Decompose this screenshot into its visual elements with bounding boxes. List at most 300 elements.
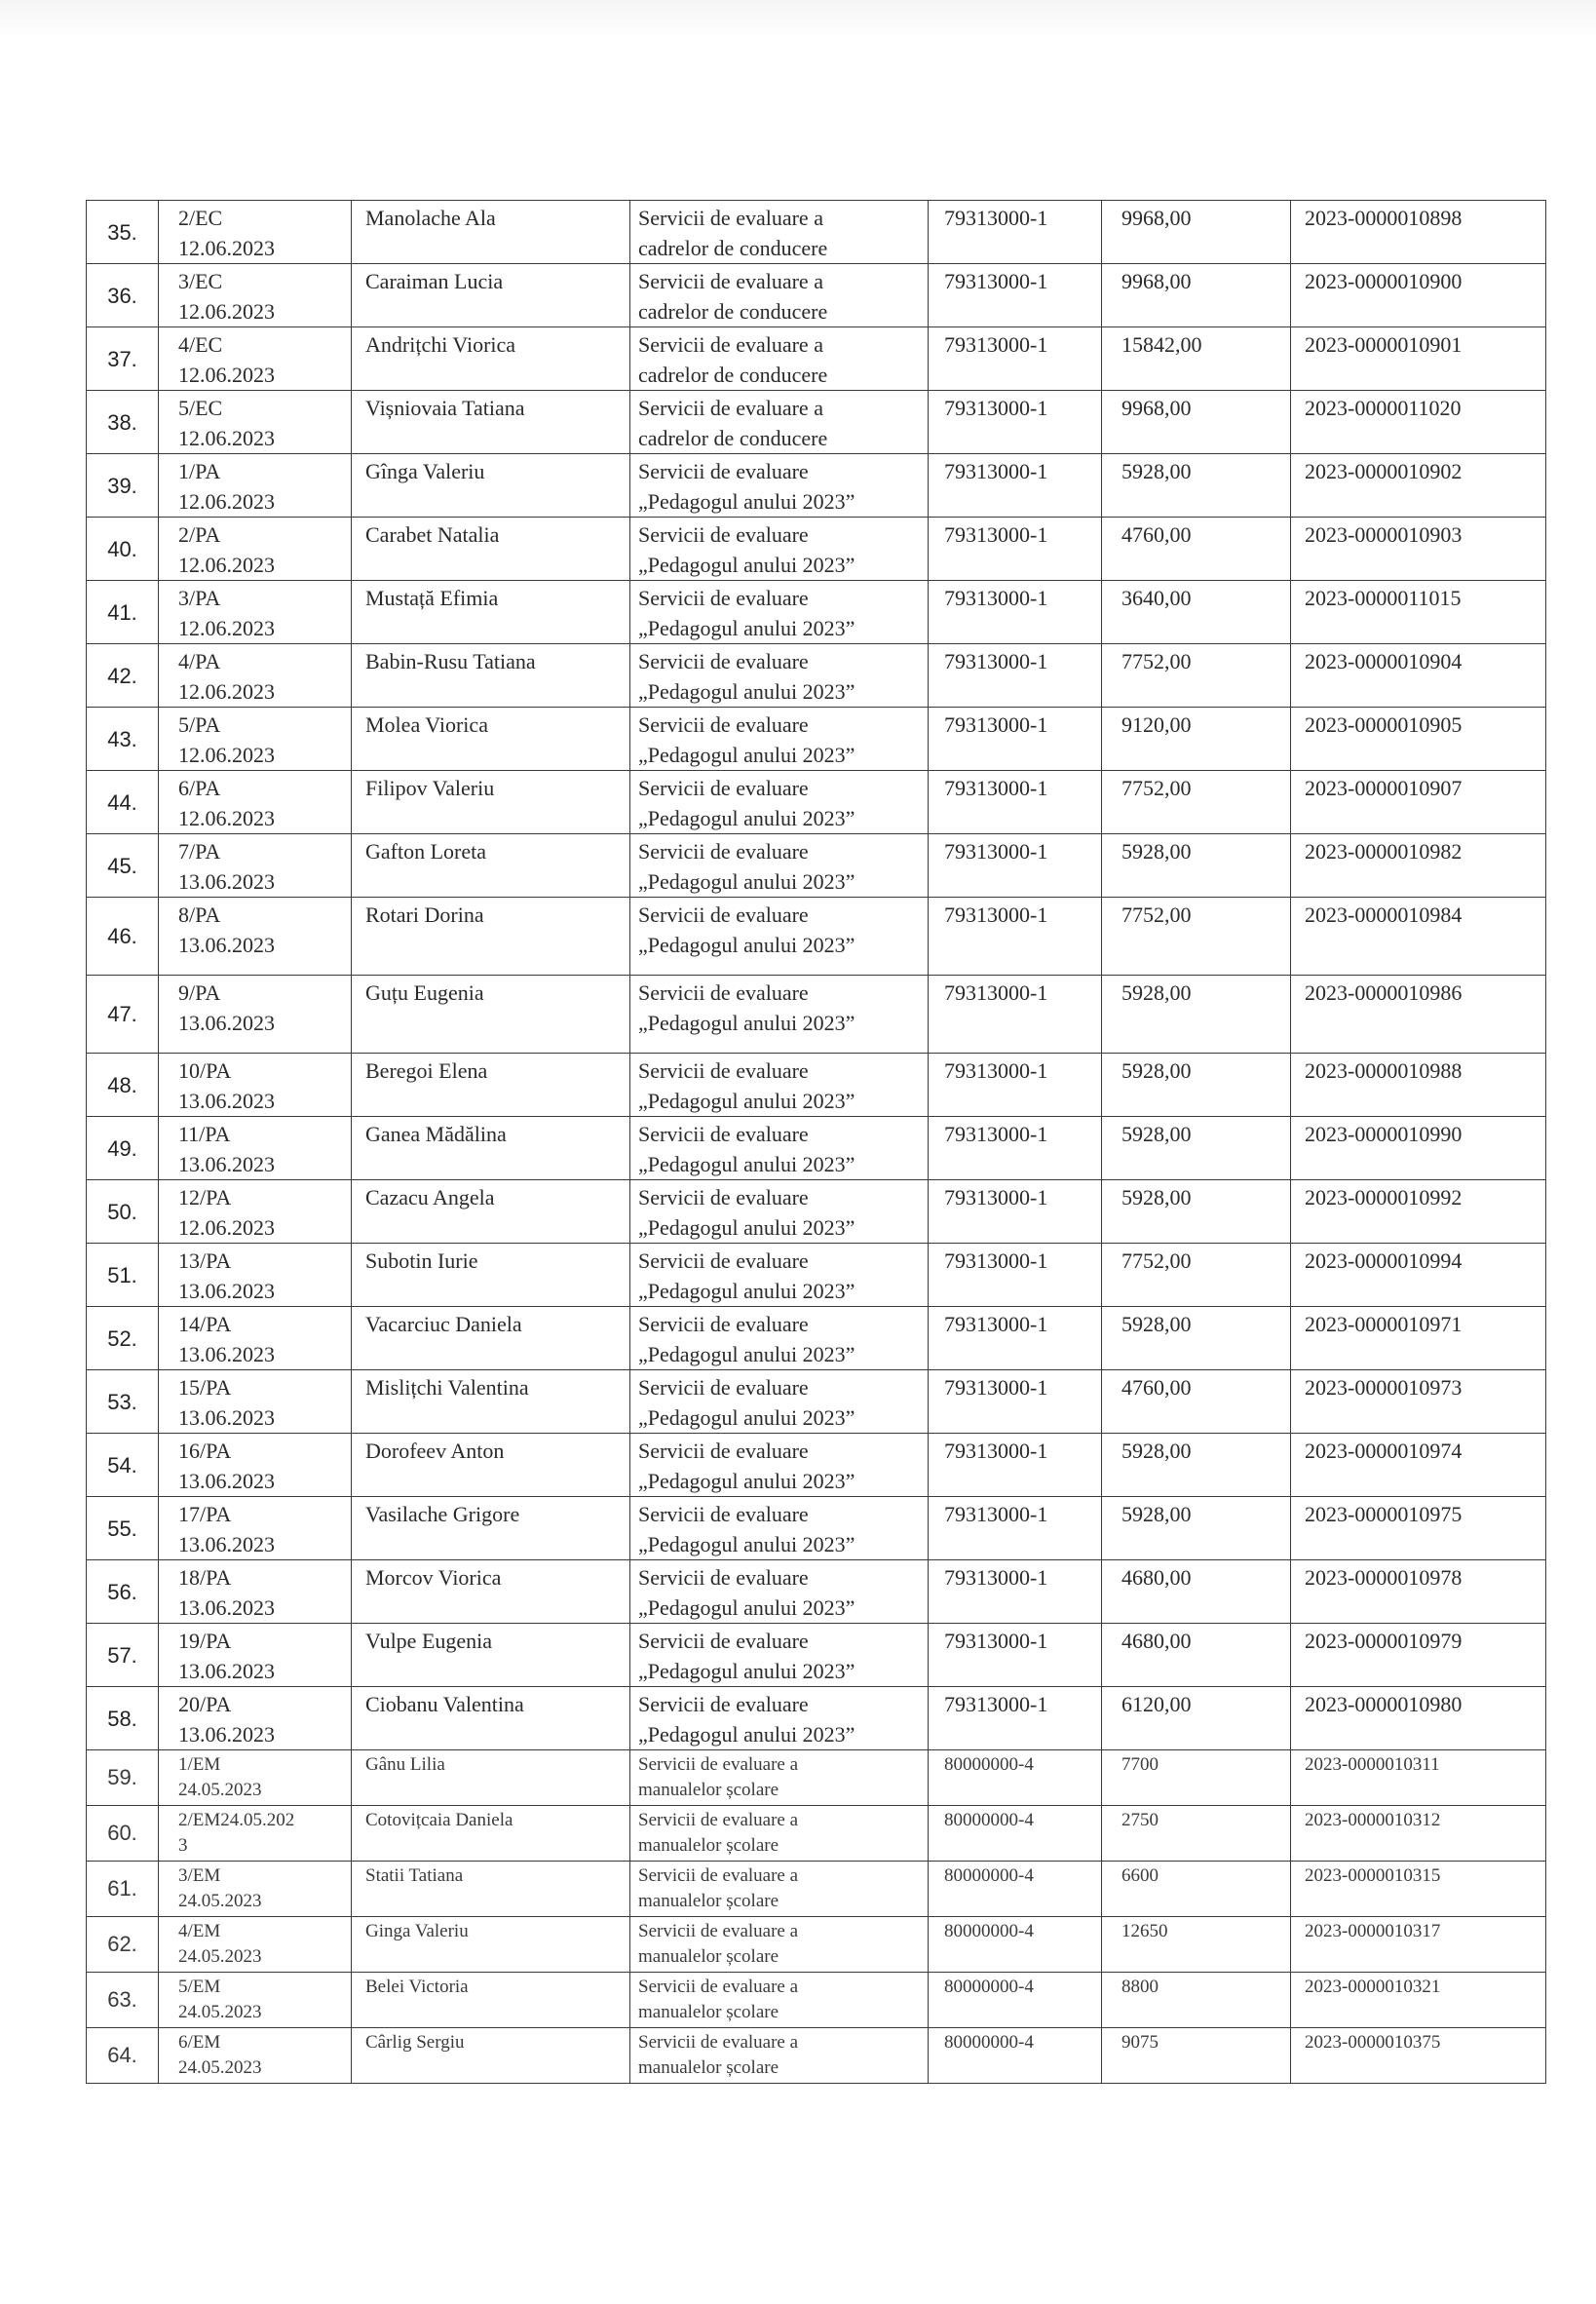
amount: 5928,00 <box>1121 459 1192 483</box>
document-cell <box>159 201 352 264</box>
cpv-code-cell <box>929 581 1102 644</box>
table-row <box>87 581 1546 644</box>
service-cell <box>630 518 929 581</box>
document-date: 13.06.2023 <box>178 1405 275 1430</box>
service-cell <box>630 1687 929 1750</box>
registration-number: 2023-0000010905 <box>1305 712 1463 737</box>
cpv-code-cell <box>929 1806 1102 1862</box>
row-number: 59. <box>107 1765 137 1789</box>
service-cell <box>630 1370 929 1434</box>
amount-cell <box>1102 708 1291 771</box>
registration-number: 2023-0000010907 <box>1305 776 1463 800</box>
amount: 4680,00 <box>1121 1629 1192 1653</box>
table-row <box>87 1307 1546 1370</box>
row-number-cell <box>87 1054 159 1117</box>
document-cell <box>159 1244 352 1307</box>
cpv-code-cell <box>929 1497 1102 1560</box>
registration-cell <box>1291 1434 1546 1497</box>
service-line: Servicii de evaluare <box>638 980 809 1005</box>
registration-number: 2023-0000010973 <box>1305 1375 1463 1400</box>
registration-number: 2023-0000010902 <box>1305 459 1463 483</box>
cpv-code-cell <box>929 518 1102 581</box>
person-name-cell <box>352 644 630 708</box>
service-line: Servicii de evaluare <box>638 522 809 547</box>
cpv-code: 79313000-1 <box>944 1248 1048 1273</box>
document-number: 5/EM <box>178 1977 221 1997</box>
service-line: Servicii de evaluare <box>638 1122 809 1146</box>
amount-cell <box>1102 976 1291 1054</box>
person-name-cell <box>352 771 630 834</box>
registration-number: 2023-0000010904 <box>1305 649 1463 673</box>
table-row <box>87 1117 1546 1180</box>
row-number: 64. <box>107 2043 137 2067</box>
service-cell <box>630 581 929 644</box>
table-row <box>87 454 1546 518</box>
amount-cell <box>1102 1560 1291 1624</box>
document-number: 4/EM <box>178 1921 221 1941</box>
document-date: 13.06.2023 <box>178 1532 275 1556</box>
cpv-code-cell <box>929 1370 1102 1434</box>
cpv-code-cell <box>929 1244 1102 1307</box>
person-name-cell <box>352 581 630 644</box>
person-name: Guțu Eugenia <box>365 980 484 1005</box>
person-name: Morcov Viorica <box>365 1565 502 1590</box>
registration-number: 2023-0000010994 <box>1305 1248 1463 1273</box>
service-line: Servicii de evaluare <box>638 1629 809 1653</box>
person-name-cell <box>352 834 630 898</box>
document-cell <box>159 834 352 898</box>
registration-cell <box>1291 771 1546 834</box>
document-date: 13.06.2023 <box>178 1011 275 1035</box>
service-cell <box>630 391 929 454</box>
amount: 4760,00 <box>1121 1375 1192 1400</box>
registration-number: 2023-0000010979 <box>1305 1629 1463 1653</box>
amount-cell <box>1102 1370 1291 1434</box>
amount-cell <box>1102 1624 1291 1687</box>
document-cell <box>159 1806 352 1862</box>
registration-number: 2023-0000010984 <box>1305 902 1463 927</box>
document-date: 13.06.2023 <box>178 1659 275 1683</box>
document-cell <box>159 454 352 518</box>
document-number: 3/EC <box>178 269 223 293</box>
table-row <box>87 391 1546 454</box>
person-name-cell <box>352 264 630 327</box>
amount: 6120,00 <box>1121 1692 1192 1716</box>
row-number-cell <box>87 201 159 264</box>
person-name-cell <box>352 1917 630 1973</box>
person-name: Molea Viorica <box>365 712 488 737</box>
document-cell <box>159 708 352 771</box>
document-cell <box>159 1973 352 2028</box>
cpv-code: 79313000-1 <box>944 396 1048 420</box>
service-line: Servicii de evaluare a <box>638 2032 799 2053</box>
amount: 5928,00 <box>1121 1058 1192 1083</box>
table-row <box>87 2028 1546 2084</box>
document-number: 2/EC <box>178 206 223 230</box>
document-cell <box>159 2028 352 2084</box>
amount-cell <box>1102 1497 1291 1560</box>
amount: 5928,00 <box>1121 1122 1192 1146</box>
service-line: manualelor școlare <box>638 1835 779 1856</box>
document-page <box>86 200 1545 2084</box>
document-number: 6/EM <box>178 2032 221 2053</box>
document-cell <box>159 1434 352 1497</box>
table-row <box>87 1862 1546 1917</box>
document-number: 17/PA <box>178 1502 232 1526</box>
row-number-cell <box>87 1370 159 1434</box>
table-row <box>87 264 1546 327</box>
row-number-cell <box>87 771 159 834</box>
document-date: 3 <box>178 1835 188 1856</box>
person-name-cell <box>352 1624 630 1687</box>
table-row <box>87 327 1546 391</box>
row-number: 45. <box>107 853 137 878</box>
document-number: 11/PA <box>178 1122 231 1146</box>
row-number: 50. <box>107 1199 137 1224</box>
table-row <box>87 1054 1546 1117</box>
registration-number: 2023-0000010971 <box>1305 1312 1463 1336</box>
document-cell <box>159 1917 352 1973</box>
registration-cell <box>1291 1973 1546 2028</box>
amount: 3640,00 <box>1121 586 1192 610</box>
row-number-cell <box>87 1307 159 1370</box>
registration-number: 2023-0000011015 <box>1305 586 1462 610</box>
service-cell <box>630 1560 929 1624</box>
row-number: 52. <box>107 1325 137 1351</box>
person-name-cell <box>352 1307 630 1370</box>
amount-cell <box>1102 1750 1291 1806</box>
cpv-code: 79313000-1 <box>944 980 1048 1005</box>
person-name: Beregoi Elena <box>365 1058 488 1083</box>
row-number: 36. <box>107 283 137 308</box>
service-line: Servicii de evaluare a <box>638 1865 799 1886</box>
registration-cell <box>1291 1370 1546 1434</box>
document-number: 18/PA <box>178 1565 232 1590</box>
registration-cell <box>1291 201 1546 264</box>
amount-cell <box>1102 834 1291 898</box>
cpv-code: 79313000-1 <box>944 459 1048 483</box>
person-name-cell <box>352 201 630 264</box>
document-number: 2/EM24.05.202 <box>178 1810 295 1830</box>
document-date: 24.05.2023 <box>178 1780 262 1800</box>
service-cell <box>630 1862 929 1917</box>
person-name: Ginga Valeriu <box>365 1921 469 1941</box>
service-line: manualelor școlare <box>638 1780 779 1800</box>
document-cell <box>159 581 352 644</box>
cpv-code: 79313000-1 <box>944 206 1048 230</box>
cpv-code-cell <box>929 1624 1102 1687</box>
table-body <box>87 201 1546 2084</box>
registration-number: 2023-0000010321 <box>1305 1977 1441 1997</box>
registration-cell <box>1291 1862 1546 1917</box>
service-line: Servicii de evaluare a <box>638 1921 799 1941</box>
cpv-code: 79313000-1 <box>944 269 1048 293</box>
service-line: cadrelor de conducere <box>638 426 828 450</box>
document-number: 10/PA <box>178 1058 232 1083</box>
row-number: 51. <box>107 1262 137 1287</box>
registration-number: 2023-0000010375 <box>1305 2032 1441 2053</box>
amount: 9075 <box>1121 2032 1159 2053</box>
person-name: Vasilache Grigore <box>365 1502 520 1526</box>
document-number: 14/PA <box>178 1312 232 1336</box>
contracts-table <box>86 200 1546 2084</box>
service-line: Servicii de evaluare <box>638 1058 809 1083</box>
amount: 7752,00 <box>1121 902 1192 927</box>
document-date: 12.06.2023 <box>178 299 275 324</box>
person-name-cell <box>352 1687 630 1750</box>
person-name: Mustață Efimia <box>365 586 499 610</box>
amount: 5928,00 <box>1121 1439 1192 1463</box>
document-date: 13.06.2023 <box>178 869 275 894</box>
document-number: 12/PA <box>178 1185 232 1210</box>
document-cell <box>159 327 352 391</box>
service-line: manualelor școlare <box>638 2002 779 2022</box>
person-name: Gafton Loreta <box>365 839 486 864</box>
row-number-cell <box>87 1244 159 1307</box>
document-date: 12.06.2023 <box>178 743 275 767</box>
cpv-code-cell <box>929 327 1102 391</box>
row-number: 54. <box>107 1452 137 1478</box>
row-number-cell <box>87 708 159 771</box>
document-date: 13.06.2023 <box>178 1469 275 1493</box>
table-row <box>87 1497 1546 1560</box>
service-cell <box>630 264 929 327</box>
registration-cell <box>1291 708 1546 771</box>
registration-number: 2023-0000010317 <box>1305 1921 1441 1941</box>
amount-cell <box>1102 1244 1291 1307</box>
document-date: 24.05.2023 <box>178 2057 262 2078</box>
document-cell <box>159 1370 352 1434</box>
table-row <box>87 708 1546 771</box>
document-cell <box>159 976 352 1054</box>
person-name-cell <box>352 976 630 1054</box>
service-line: cadrelor de conducere <box>638 299 828 324</box>
table-row <box>87 976 1546 1054</box>
person-name: Dorofeev Anton <box>365 1439 505 1463</box>
service-line: „Pedagogul anului 2023” <box>638 1342 855 1366</box>
document-date: 12.06.2023 <box>178 553 275 577</box>
document-number: 3/PA <box>178 586 221 610</box>
person-name-cell <box>352 327 630 391</box>
registration-cell <box>1291 454 1546 518</box>
person-name: Vulpe Eugenia <box>365 1629 493 1653</box>
service-cell <box>630 1750 929 1806</box>
person-name: Cazacu Angela <box>365 1185 495 1210</box>
registration-number: 2023-0000010975 <box>1305 1502 1463 1526</box>
cpv-code-cell <box>929 1180 1102 1244</box>
service-cell <box>630 834 929 898</box>
person-name-cell <box>352 1370 630 1434</box>
person-name: Cotovițcaia Daniela <box>365 1810 513 1830</box>
service-line: Servicii de evaluare a <box>638 1977 799 1997</box>
service-cell <box>630 1054 929 1117</box>
service-line: Servicii de evaluare <box>638 776 809 800</box>
service-cell <box>630 644 929 708</box>
person-name-cell <box>352 1750 630 1806</box>
table-row <box>87 771 1546 834</box>
registration-cell <box>1291 518 1546 581</box>
row-number-cell <box>87 976 159 1054</box>
person-name: Gânu Lilia <box>365 1754 445 1775</box>
row-number-cell <box>87 1917 159 1973</box>
service-cell <box>630 1434 929 1497</box>
cpv-code-cell <box>929 1117 1102 1180</box>
row-number-cell <box>87 1560 159 1624</box>
row-number: 48. <box>107 1072 137 1097</box>
row-number-cell <box>87 1973 159 2028</box>
cpv-code: 80000000-4 <box>944 1754 1034 1775</box>
service-line: „Pedagogul anului 2023” <box>638 553 855 577</box>
registration-cell <box>1291 898 1546 976</box>
service-line: „Pedagogul anului 2023” <box>638 1595 855 1620</box>
service-cell <box>630 1806 929 1862</box>
service-cell <box>630 1624 929 1687</box>
person-name: Ciobanu Valentina <box>365 1692 524 1716</box>
document-date: 12.06.2023 <box>178 1215 275 1240</box>
document-cell <box>159 1560 352 1624</box>
person-name-cell <box>352 898 630 976</box>
row-number-cell <box>87 518 159 581</box>
person-name-cell <box>352 391 630 454</box>
registration-cell <box>1291 1054 1546 1117</box>
service-cell <box>630 708 929 771</box>
document-number: 2/PA <box>178 522 221 547</box>
amount-cell <box>1102 771 1291 834</box>
service-line: Servicii de evaluare <box>638 1375 809 1400</box>
service-line: Servicii de evaluare a <box>638 269 823 293</box>
service-cell <box>630 898 929 976</box>
person-name: Filipov Valeriu <box>365 776 495 800</box>
amount-cell <box>1102 518 1291 581</box>
row-number: 61. <box>107 1876 137 1901</box>
table-row <box>87 1687 1546 1750</box>
document-number: 4/PA <box>178 649 221 673</box>
document-cell <box>159 391 352 454</box>
cpv-code: 79313000-1 <box>944 1122 1048 1146</box>
person-name: Mislițchi Valentina <box>365 1375 529 1400</box>
cpv-code: 79313000-1 <box>944 522 1048 547</box>
cpv-code-cell <box>929 1434 1102 1497</box>
row-number-cell <box>87 1180 159 1244</box>
document-date: 24.05.2023 <box>178 2002 262 2022</box>
cpv-code: 79313000-1 <box>944 1692 1048 1716</box>
service-line: „Pedagogul anului 2023” <box>638 616 855 640</box>
document-cell <box>159 1307 352 1370</box>
amount-cell <box>1102 1307 1291 1370</box>
table-row <box>87 1917 1546 1973</box>
amount: 9968,00 <box>1121 269 1192 293</box>
row-number-cell <box>87 898 159 976</box>
service-line: „Pedagogul anului 2023” <box>638 1279 855 1303</box>
table-row <box>87 898 1546 976</box>
cpv-code: 79313000-1 <box>944 1565 1048 1590</box>
row-number-cell <box>87 327 159 391</box>
row-number: 43. <box>107 726 137 751</box>
service-line: Servicii de evaluare <box>638 586 809 610</box>
amount: 8800 <box>1121 1977 1159 1997</box>
table-row <box>87 1370 1546 1434</box>
document-date: 12.06.2023 <box>178 489 275 514</box>
amount-cell <box>1102 1180 1291 1244</box>
registration-number: 2023-0000010986 <box>1305 980 1463 1005</box>
table-row <box>87 1560 1546 1624</box>
person-name-cell <box>352 708 630 771</box>
amount: 6600 <box>1121 1865 1159 1886</box>
row-number: 58. <box>107 1706 137 1731</box>
cpv-code: 80000000-4 <box>944 1865 1034 1886</box>
row-number: 49. <box>107 1135 137 1161</box>
document-cell <box>159 1750 352 1806</box>
service-line: manualelor școlare <box>638 2057 779 2078</box>
registration-cell <box>1291 1560 1546 1624</box>
row-number: 37. <box>107 346 137 371</box>
amount: 7752,00 <box>1121 1248 1192 1273</box>
cpv-code-cell <box>929 1917 1102 1973</box>
document-date: 13.06.2023 <box>178 1152 275 1176</box>
row-number: 40. <box>107 536 137 561</box>
cpv-code-cell <box>929 976 1102 1054</box>
service-line: Servicii de evaluare a <box>638 206 823 230</box>
registration-number: 2023-0000010903 <box>1305 522 1463 547</box>
amount: 9120,00 <box>1121 712 1192 737</box>
service-line: cadrelor de conducere <box>638 363 828 387</box>
cpv-code: 79313000-1 <box>944 1058 1048 1083</box>
cpv-code-cell <box>929 391 1102 454</box>
cpv-code: 80000000-4 <box>944 1977 1034 1997</box>
row-number-cell <box>87 1687 159 1750</box>
amount-cell <box>1102 898 1291 976</box>
cpv-code: 79313000-1 <box>944 902 1048 927</box>
document-cell <box>159 264 352 327</box>
document-date: 13.06.2023 <box>178 1595 275 1620</box>
person-name: Caraiman Lucia <box>365 269 504 293</box>
cpv-code-cell <box>929 1687 1102 1750</box>
amount-cell <box>1102 1117 1291 1180</box>
registration-cell <box>1291 644 1546 708</box>
amount-cell <box>1102 1054 1291 1117</box>
person-name-cell <box>352 1862 630 1917</box>
document-cell <box>159 1497 352 1560</box>
cpv-code-cell <box>929 454 1102 518</box>
service-line: „Pedagogul anului 2023” <box>638 1152 855 1176</box>
amount-cell <box>1102 264 1291 327</box>
person-name-cell <box>352 1497 630 1560</box>
service-line: „Pedagogul anului 2023” <box>638 489 855 514</box>
table-row <box>87 1624 1546 1687</box>
document-number: 13/PA <box>178 1248 232 1273</box>
amount: 7752,00 <box>1121 649 1192 673</box>
amount-cell <box>1102 327 1291 391</box>
cpv-code: 79313000-1 <box>944 1185 1048 1210</box>
amount-cell <box>1102 644 1291 708</box>
document-date: 13.06.2023 <box>178 1722 275 1747</box>
cpv-code-cell <box>929 898 1102 976</box>
cpv-code-cell <box>929 708 1102 771</box>
registration-cell <box>1291 1806 1546 1862</box>
registration-cell <box>1291 264 1546 327</box>
person-name-cell <box>352 1054 630 1117</box>
table-row <box>87 518 1546 581</box>
service-cell <box>630 1117 929 1180</box>
row-number: 63. <box>107 1987 137 2012</box>
registration-number: 2023-0000010900 <box>1305 269 1463 293</box>
row-number-cell <box>87 1117 159 1180</box>
service-line: „Pedagogul anului 2023” <box>638 1469 855 1493</box>
amount: 7700 <box>1121 1754 1159 1775</box>
registration-cell <box>1291 2028 1546 2084</box>
document-date: 12.06.2023 <box>178 426 275 450</box>
row-number-cell <box>87 1750 159 1806</box>
